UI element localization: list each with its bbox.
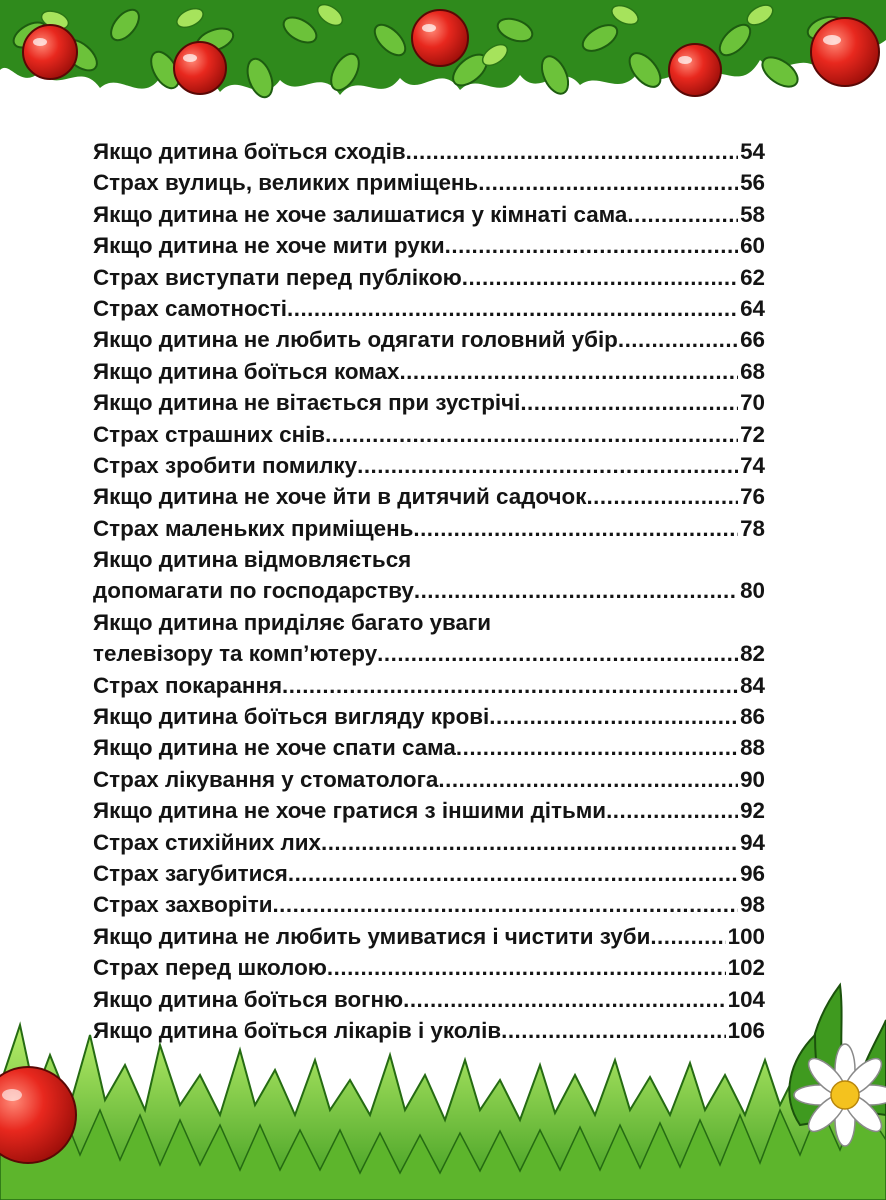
toc-title: Страх захворіти: [93, 892, 273, 918]
toc-line: [93, 387, 765, 418]
dot-leader: [478, 167, 738, 198]
toc-entry: [93, 481, 765, 512]
toc-page-number: 68: [740, 358, 765, 384]
toc-title: телевізору та комп’ютеру: [93, 641, 378, 667]
toc-page-number: 58: [740, 201, 765, 227]
toc-entry: [93, 513, 765, 544]
toc-entry: [93, 544, 765, 607]
toc-entry: [93, 889, 765, 920]
dot-leader: [438, 764, 738, 795]
bottom-grass-illustration: [0, 965, 886, 1200]
table-of-contents: [93, 136, 765, 1046]
toc-line: [93, 638, 765, 669]
toc-page-number: 54: [740, 139, 765, 164]
toc-page-number: 62: [740, 264, 765, 290]
toc-entry: [93, 230, 765, 261]
toc-line: [93, 419, 765, 450]
dot-leader: [357, 450, 738, 481]
toc-line: [93, 921, 765, 952]
dot-leader: [399, 356, 738, 387]
dot-leader: [618, 324, 738, 355]
toc-line: [93, 513, 765, 544]
toc-page-number: 74: [740, 452, 765, 478]
toc-entry: [93, 795, 765, 826]
dot-leader: [288, 858, 738, 889]
toc-title: Якщо дитина не любить одягати головний убір: [93, 327, 618, 353]
toc-page-number: 102: [727, 955, 765, 981]
toc-title: Страх лікування у стоматолога: [93, 766, 439, 792]
grass: [0, 1025, 886, 1200]
toc-title: Якщо дитина не хоче мити руки: [93, 233, 445, 259]
toc-page-number: 94: [740, 829, 765, 855]
dot-leader: [462, 262, 738, 293]
toc-line: [93, 858, 765, 889]
toc-page-number: 104: [727, 986, 765, 1012]
toc-line: [93, 732, 765, 763]
toc-line: [93, 356, 765, 387]
red-apple: [811, 18, 879, 86]
toc-line: [93, 230, 765, 261]
toc-entry: [93, 921, 765, 952]
toc-entry: [93, 387, 765, 418]
dot-leader: [377, 638, 738, 669]
toc-line: [93, 827, 765, 858]
toc-title: Якщо дитина приділяє багато уваги: [93, 609, 492, 635]
toc-page-number: 82: [740, 641, 765, 667]
toc-entry: [93, 858, 765, 889]
toc-title: допомагати по господарству: [93, 578, 414, 604]
toc-title: Страх зробити помилку: [93, 452, 358, 478]
toc-page-number: 100: [727, 923, 765, 949]
dot-leader: [606, 795, 738, 826]
toc-title: Якщо дитина не хоче йти в дитячий садочок: [93, 484, 587, 510]
toc-title: Страх страшних снів: [93, 421, 326, 447]
toc-entry: [93, 356, 765, 387]
toc-entry: [93, 324, 765, 355]
dot-leader: [489, 701, 738, 732]
dot-leader: [586, 481, 738, 512]
toc-entry: [93, 262, 765, 293]
toc-line: [93, 889, 765, 920]
toc-page-number: 56: [740, 170, 765, 196]
dot-leader: [282, 670, 738, 701]
toc-title: Якщо дитина не вітається при зустрічі: [93, 390, 521, 416]
toc-page-number: 98: [740, 892, 765, 918]
toc-title: Страх покарання: [93, 672, 283, 698]
toc-line: [93, 701, 765, 732]
toc-title: Страх самотності: [93, 295, 288, 321]
toc-page-number: 84: [740, 672, 765, 698]
toc-title: Якщо дитина відмовляється: [93, 547, 412, 573]
red-apple: [23, 25, 77, 79]
toc-line: [93, 575, 765, 606]
toc-entry: [93, 607, 765, 670]
dot-leader: [406, 136, 738, 167]
toc-line: [93, 764, 765, 795]
toc-line: [93, 544, 765, 575]
dot-leader: [445, 230, 738, 261]
red-apple: [174, 42, 226, 94]
toc-line: [93, 795, 765, 826]
toc-entry: [93, 199, 765, 230]
dot-leader: [520, 387, 738, 418]
toc-title: Якщо дитина боїться комах: [93, 358, 400, 384]
toc-entry: [93, 670, 765, 701]
toc-title: Страх загубитися: [93, 860, 288, 886]
toc-title: Страх перед школою: [93, 955, 327, 981]
toc-title: Страх маленьких приміщень: [93, 515, 414, 541]
dot-leader: [321, 827, 738, 858]
toc-entry: [93, 701, 765, 732]
toc-title: Страх вулиць, великих приміщень: [93, 170, 479, 196]
toc-entry: [93, 732, 765, 763]
toc-title: Якщо дитина боїться вогню: [93, 986, 404, 1012]
dot-leader: [287, 293, 738, 324]
toc-page-number: 60: [740, 233, 765, 259]
toc-title: Страх стихійних лих: [93, 829, 321, 855]
toc-line: [93, 481, 765, 512]
toc-line: [93, 136, 765, 167]
red-apple: [669, 44, 721, 96]
toc-line: [93, 199, 765, 230]
toc-line: [93, 324, 765, 355]
toc-line: [93, 607, 765, 638]
dot-leader: [456, 732, 738, 763]
toc-title: Якщо дитина не хоче гратися з іншими дітьми: [93, 798, 607, 824]
toc-entry: [93, 827, 765, 858]
toc-page-number: 106: [727, 1017, 765, 1043]
toc-line: [93, 167, 765, 198]
dot-leader: [627, 199, 738, 230]
toc-page-number: 92: [740, 798, 765, 824]
toc-title: Якщо дитина боїться вигляду крові: [93, 704, 490, 730]
toc-entry: [93, 167, 765, 198]
toc-title: Якщо дитина боїться лікарів і уколів: [93, 1017, 502, 1043]
toc-line: [93, 293, 765, 324]
toc-line: [93, 262, 765, 293]
top-foliage-illustration: [0, 0, 886, 120]
toc-entry: [93, 764, 765, 795]
toc-line: [93, 670, 765, 701]
toc-page-number: 66: [740, 327, 765, 353]
toc-page-number: 78: [740, 515, 765, 541]
toc-title: Якщо дитина не хоче спати сама: [93, 735, 456, 761]
toc-page-number: 76: [740, 484, 765, 510]
toc-page-number: 80: [740, 578, 765, 604]
toc-line: [93, 450, 765, 481]
dot-leader: [650, 921, 725, 952]
toc-page-number: 90: [740, 766, 765, 792]
toc-title: Якщо дитина не хоче залишатися у кімнаті сама: [93, 201, 628, 227]
toc-page-number: 64: [740, 295, 765, 321]
toc-page-number: 70: [740, 390, 765, 416]
toc-entry: [93, 136, 765, 167]
toc-entry: [93, 419, 765, 450]
toc-page-number: 86: [740, 704, 765, 730]
toc-title: Страх виступати перед публікою: [93, 264, 462, 290]
toc-entry: [93, 293, 765, 324]
toc-title: Якщо дитина не любить умиватися і чистити зуби: [93, 923, 651, 949]
toc-page-number: 96: [740, 860, 765, 886]
dot-leader: [272, 889, 738, 920]
dot-leader: [414, 575, 738, 606]
toc-page-number: 72: [740, 421, 765, 447]
red-apple: [412, 10, 468, 66]
toc-title: Якщо дитина боїться сходів: [93, 139, 406, 164]
toc-page-number: 88: [740, 735, 765, 761]
dot-leader: [325, 419, 738, 450]
dot-leader: [413, 513, 738, 544]
toc-entry: [93, 450, 765, 481]
